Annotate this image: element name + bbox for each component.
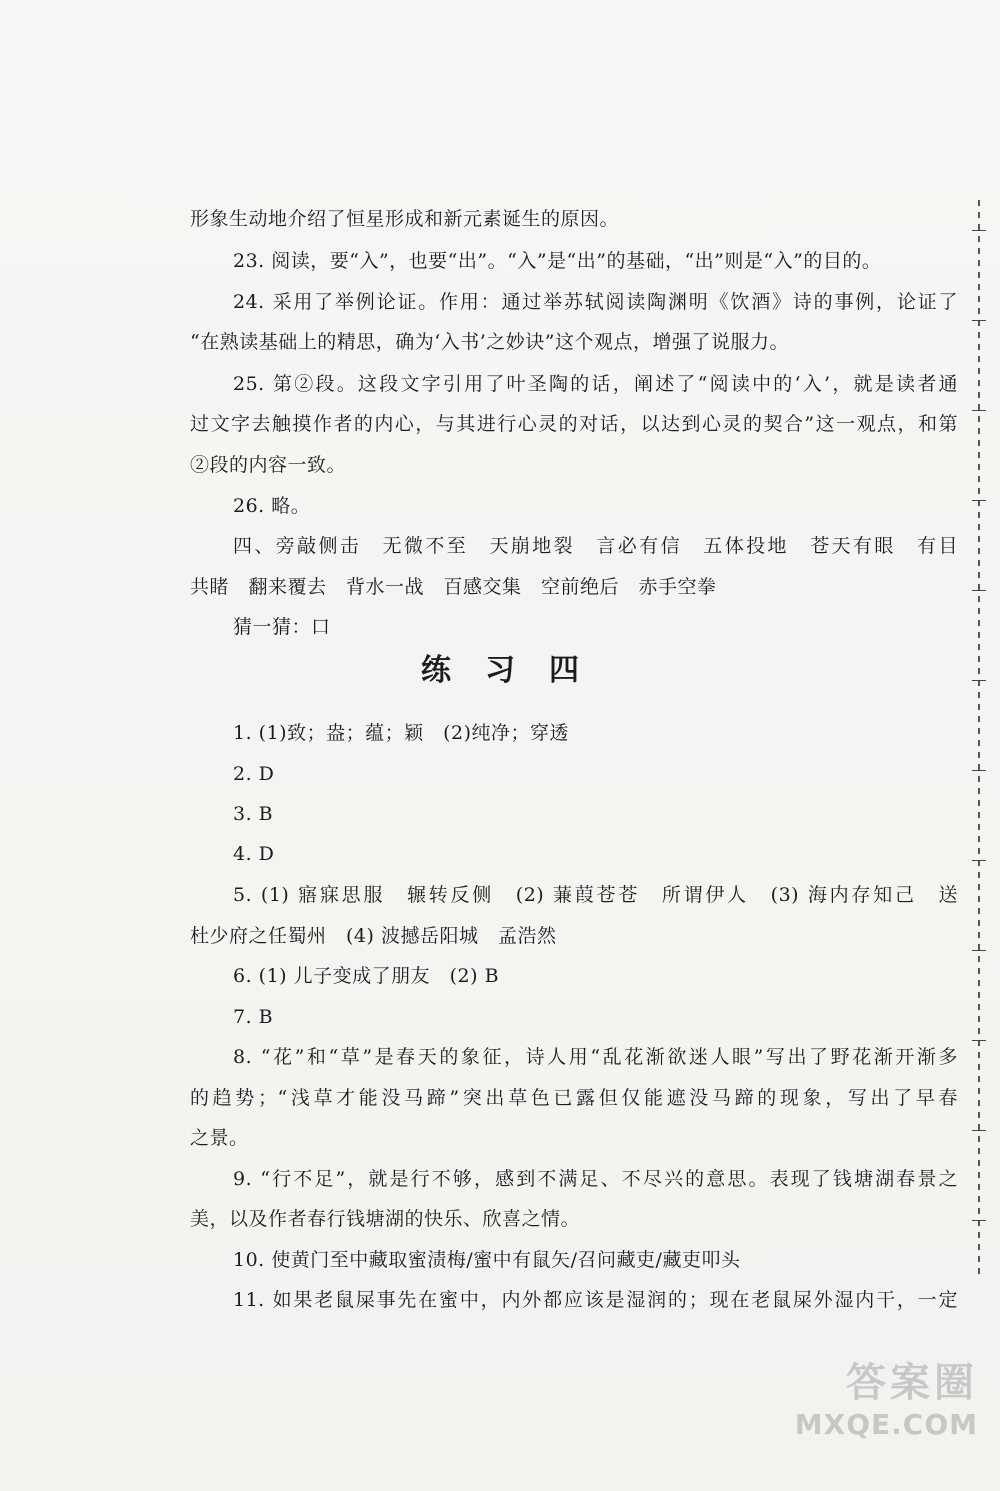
answer-26: 26. 略。 bbox=[233, 495, 311, 517]
answer-10: 10. 使黄门至中藏取蜜渍梅/蜜中有鼠矢/召问藏吏/藏吏叩头 bbox=[233, 1249, 741, 1271]
cut-line-tick bbox=[972, 1040, 986, 1041]
answer-1: 1. (1)致；盎；蕴；颖 (2)纯净；穿透 bbox=[233, 722, 569, 744]
section-title: 练习四 bbox=[421, 653, 613, 688]
answer-2: 2. D bbox=[233, 763, 275, 785]
cut-line-tick bbox=[972, 950, 986, 951]
cut-line-tick bbox=[972, 320, 986, 321]
answer-3: 3. B bbox=[233, 803, 274, 825]
text-line: 杜少府之任蜀州 (4) 波撼岳阳城 孟浩然 bbox=[190, 925, 557, 947]
text-line: 共睹 翻来覆去 背水一战 百感交集 空前绝后 赤手空拳 bbox=[190, 576, 717, 598]
cut-line-tick bbox=[972, 1220, 986, 1221]
text-line: 的趋势；“浅草才能没马蹄”突出草色已露但仅能遮没马蹄的现象，写出了早春 bbox=[190, 1087, 958, 1109]
watermark-url: MXQE.COM bbox=[794, 1408, 978, 1441]
answer-7: 7. B bbox=[233, 1006, 274, 1028]
text-line: 过文字去触摸作者的内心，与其进行心灵的对话，以达到心灵的契合”这一观点，和第 bbox=[190, 413, 958, 435]
cut-line-tick bbox=[972, 590, 986, 591]
cut-line-divider bbox=[978, 200, 980, 1280]
text-line: ②段的内容一致。 bbox=[190, 454, 347, 476]
cut-line-tick bbox=[972, 410, 986, 411]
watermark-logo-text: 答案圈 bbox=[846, 1360, 978, 1406]
answer-6: 6. (1) 儿子变成了朋友 (2) B bbox=[233, 965, 500, 987]
cut-line-tick bbox=[972, 1130, 986, 1131]
cut-line-tick bbox=[972, 230, 986, 231]
cut-line-tick bbox=[972, 500, 986, 501]
answer-23: 23. 阅读，要“入”，也要“出”。“入”是“出”的基础，“出”则是“入”的目的。 bbox=[233, 250, 882, 272]
text-line: 美，以及作者春行钱塘湖的快乐、欣喜之情。 bbox=[190, 1208, 581, 1230]
answer-5: 5. (1) 寤寐思服 辗转反侧 (2) 蒹葭苍苍 所谓伊人 (3) 海内存知己 送 bbox=[233, 884, 958, 906]
text-line: 形象生动地介绍了恒星形成和新元素诞生的原因。 bbox=[190, 208, 620, 230]
riddle-answer: 猜一猜：口 bbox=[233, 616, 331, 638]
cut-line-tick bbox=[972, 860, 986, 861]
text-line: 之景。 bbox=[190, 1127, 249, 1149]
answer-4: 4. D bbox=[233, 843, 275, 865]
answer-25: 25. 第②段。这段文字引用了叶圣陶的话，阐述了“阅读中的‘入’，就是读者通 bbox=[233, 373, 958, 395]
site-watermark bbox=[795, 1351, 978, 1441]
answer-24: 24. 采用了举例论证。作用：通过举苏轼阅读陶渊明《饮酒》诗的事例，论证了 bbox=[233, 291, 958, 313]
cut-line-tick bbox=[972, 680, 986, 681]
answer-8: 8. “花”和“草”是春天的象征，诗人用“乱花渐欲迷人眼”写出了野花渐开渐多 bbox=[233, 1046, 958, 1068]
answer-11: 11. 如果老鼠屎事先在蜜中，内外都应该是湿润的；现在老鼠屎外湿内干，一定 bbox=[233, 1289, 958, 1311]
answer-section-four: 四、旁敲侧击 无微不至 天崩地裂 言必有信 五体投地 苍天有眼 有目 bbox=[233, 535, 958, 557]
cut-line-tick bbox=[972, 770, 986, 771]
text-line: “在熟读基础上的精思，确为‘入书’之妙诀”这个观点，增强了说服力。 bbox=[190, 331, 790, 353]
answer-9: 9. “行不足”，就是行不够，感到不满足、不尽兴的意思。表现了钱塘湖春景之 bbox=[233, 1168, 958, 1190]
